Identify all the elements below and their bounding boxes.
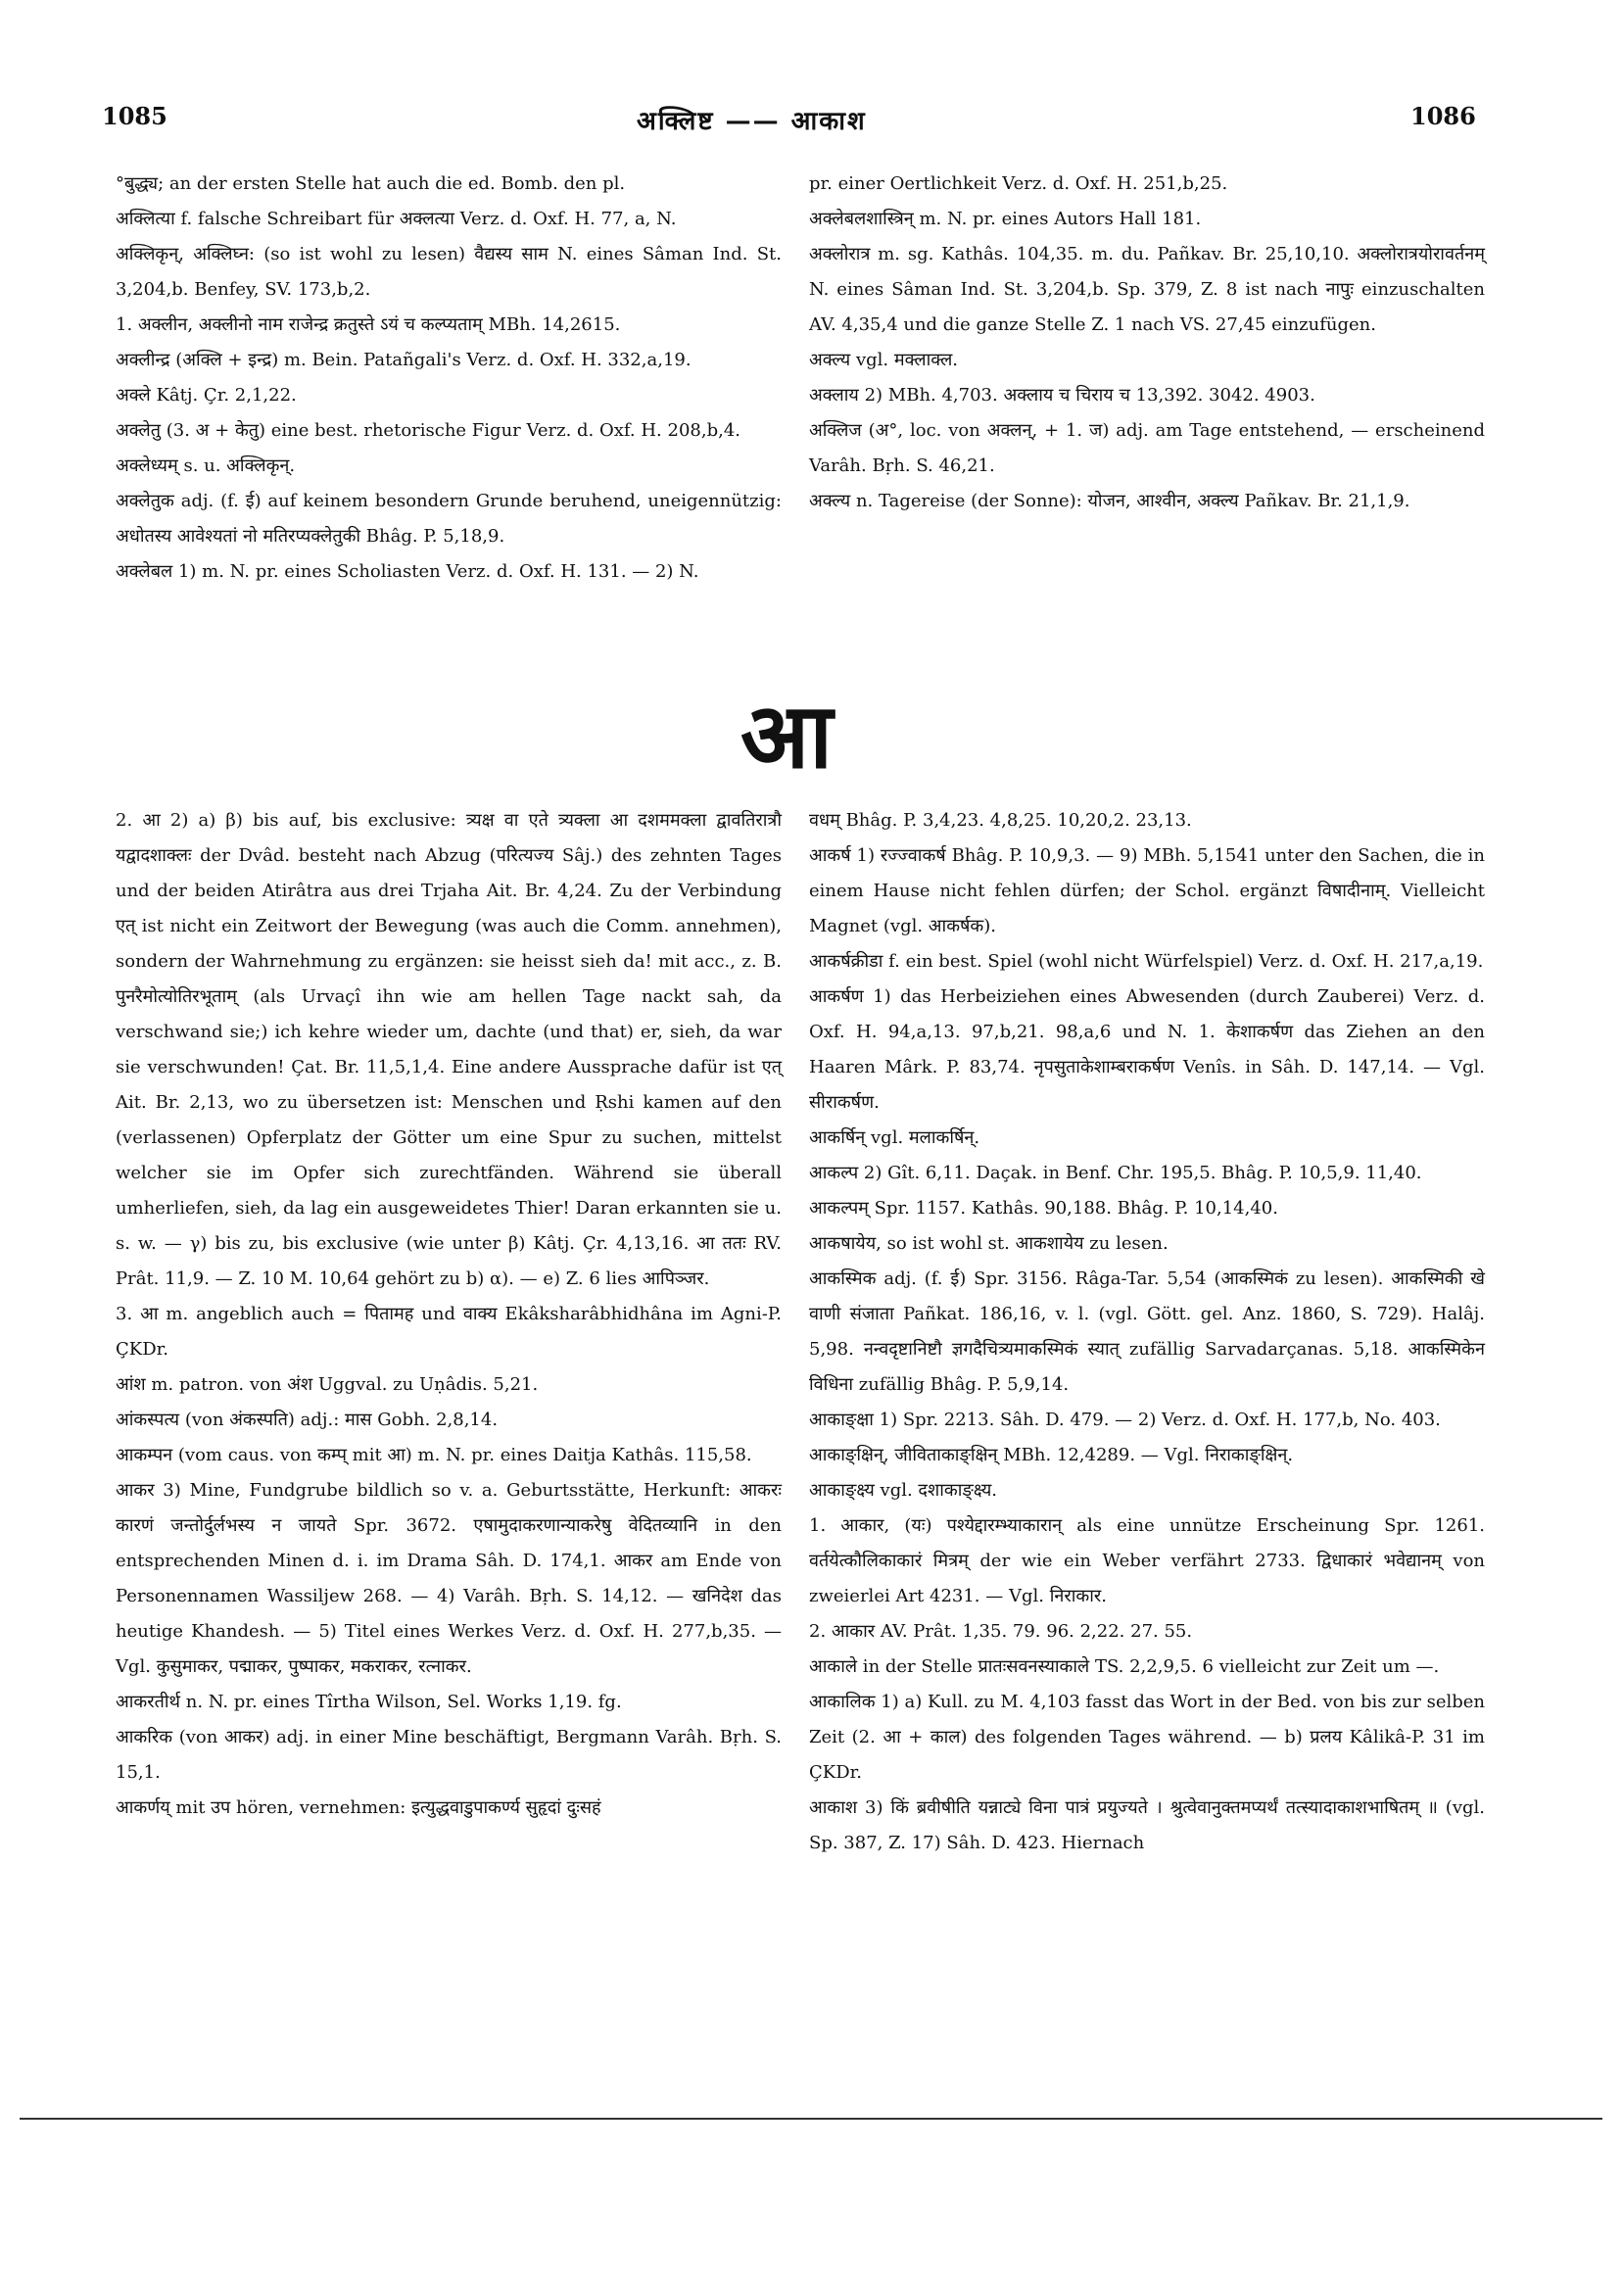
dictionary-entry: वधम् Bhâg. P. 3,4,23. 4,8,25. 10,20,2. 23,13. xyxy=(809,810,1192,831)
left-page-number: 1085 xyxy=(102,102,167,130)
dictionary-entry: 1. आकार, (यः) पश्येद्दारम्भ्याकारान् als eine unnütze Erscheinung Spr. 1261. वर्तयेत्कौलिकाकारं मित्रम् der wie ein Weber verfährt 2733. द्विधाकारं भवेद्यानम् von zweierlei Art 4231. — Vgl. निराकार. xyxy=(809,1515,1485,1606)
dictionary-entry: आकरतीर्थ n. N. pr. eines Tîrtha Wilson, Sel. Works 1,19. fg. xyxy=(116,1692,622,1712)
dictionary-entry: आकषायेय, so ist wohl st. आकशायेय zu lesen. xyxy=(809,1233,1169,1254)
running-head: अक्लिष्ट —— आकाश xyxy=(637,107,867,136)
dictionary-entry: आकर्ष 1) रज्ज्वाकर्ष Bhâg. P. 10,9,3. — 9) MBh. 5,1541 unter den Sachen, die in einem Hause nicht fehlen dürfen; der Schol. ergänzt विषादीनाम्. Vielleicht Magnet (vgl. आकर्षक). xyxy=(809,845,1485,936)
dictionary-entry: आकाङ्क्षिन्, जीविताकाङ्क्षिन् MBh. 12,4289. — Vgl. निराकाङ्क्षिन्. xyxy=(809,1445,1294,1465)
dictionary-entry: आकर्षक्रीडा f. ein best. Spiel (wohl nicht Würfelspiel) Verz. d. Oxf. H. 217,a,19. xyxy=(809,951,1484,972)
dictionary-entry: 2. आकार AV. Prât. 1,35. 79. 96. 2,22. 27. 55. xyxy=(809,1621,1193,1642)
dictionary-entry: अक्लिकृन्, अक्लिघ्न: (so ist wohl zu lesen) वैद्यस्य साम N. eines Sâman Ind. St. 3,204,b. Benfey, SV. 173,b,2. xyxy=(116,244,782,300)
dictionary-entry: 2. आ 2) a) β) bis auf, bis exclusive: त्र्यक्ष वा एते त्र्यक्ला आ दशममक्ला द्वावतिरात्रौ यद्वादशाक्लः der Dvâd. besteht nach Abzug (परित्यज्य Sâj.) des zehnten Tages und der beiden Atirâtra aus drei Trjaha Ait. Br. 4,24. Zu der Verbindung एत् ist nicht ein Zeitwort der Bewegung (was auch die Comm. annehmen), sondern der Wahrnehmung zu ergänzen: sie heisst sieh da! mit acc., z. B. पुनरैमोत्योतिरभूताम् (als Urvaçî ihn wie am hellen Tage nackt sah, da verschwand sie;) ich kehre wieder um, dachte (und that) er, sieh, da war sie verschwunden! Çat. Br. 11,5,1,4. Eine andere Aussprache dafür ist एत् Ait. Br. 2,13, wo zu übersetzen ist: Menschen und Ṛshi kamen auf den (verlassenen) Opferplatz der Götter um eine Spur zu suchen, mittelst welcher sie im Opfer sich zurechtfänden. Während sie überall umherliefen, sieh, da lag ein ausgeweidetes Thier! Daran erkannten sie u. s. w. — γ) bis zu, bis exclusive (wie unter β) Kâtj. Çr. 4,13,16. आ ततः RV. Prât. 11,9. — Z. 10 M. 10,64 gehört zu b) α). — e) Z. 6 lies आपिञ्जर. xyxy=(116,810,782,1289)
dictionary-entry: अक्लेध्यम् s. u. अक्लिकृन्. xyxy=(116,455,296,476)
dictionary-entry: आकल्पम् Spr. 1157. Kathâs. 90,188. Bhâg. P. 10,14,40. xyxy=(809,1198,1278,1219)
dictionary-entry: pr. einer Oertlichkeit Verz. d. Oxf. H. 251,b,25. xyxy=(809,173,1228,194)
right-page-number: 1086 xyxy=(1410,102,1476,130)
dictionary-entry: अक्लाय 2) MBh. 4,703. अक्लाय च चिराय च 13,392. 3042. 4903. xyxy=(809,385,1315,406)
dictionary-entry: अक्ल्य vgl. मक्लाक्ल. xyxy=(809,350,959,370)
dictionary-entry: अक्लेबलशास्त्रिन् m. N. pr. eines Autors Hall 181. xyxy=(809,209,1202,229)
dictionary-entry: °बुद्ध्य; an der ersten Stelle hat auch die ed. Bomb. den pl. xyxy=(116,173,626,194)
dictionary-entry: अक्लेतु (3. अ + केतु) eine best. rhetorische Figur Verz. d. Oxf. H. 208,b,4. xyxy=(116,420,740,441)
dictionary-entry: आकाङ्क्षा 1) Spr. 2213. Sâh. D. 479. — 2) Verz. d. Oxf. H. 177,b, No. 403. xyxy=(809,1410,1441,1430)
dictionary-entry: अक्ल्य n. Tagereise (der Sonne): योजन, आश्वीन, अक्ल्य Pañkav. Br. 21,1,9. xyxy=(809,491,1410,511)
bottom-right-column xyxy=(809,803,1485,1861)
dictionary-entry: अक्लोरात्र m. sg. Kathâs. 104,35. m. du. Pañkav. Br. 25,10,10. अक्लोरात्रयोरावर्तनम् N. eines Sâman Ind. St. 3,204,b. Sp. 379, Z. 8 ist nach नापुः einzuschalten AV. 4,35,4 und die ganze Stelle Z. 1 nach VS. 27,45 einzufügen. xyxy=(809,244,1485,335)
bottom-rule xyxy=(20,2118,1602,2120)
dictionary-entry: आकर्षिन् vgl. मलाकर्षिन्. xyxy=(809,1127,980,1148)
dictionary-entry: आंकस्पत्य (von अंकस्पति) adj.: मास Gobh. 2,8,14. xyxy=(116,1410,499,1430)
dictionary-entry: अक्लेतुक adj. (f. ई) auf keinem besondern Grunde beruhend, uneigennützig: अधोतस्य आवेश्यतां नो मतिरप्यक्लेतुकी Bhâg. P. 5,18,9. xyxy=(116,491,782,547)
dictionary-entry: अक्लीन्द्र (अक्लि + इन्द्र) m. Bein. Patañgali's Verz. d. Oxf. H. 332,a,19. xyxy=(116,350,692,370)
dictionary-entry: अक्लेबल 1) m. N. pr. eines Scholiasten Verz. d. Oxf. H. 131. — 2) N. xyxy=(116,561,699,582)
dictionary-entry: आकर्णय् mit उप hören, vernehmen: इत्युद्धवाडुपाकर्ण्य सुहृदां दुःसहं xyxy=(116,1797,601,1818)
dictionary-entry: आकम्पन (vom caus. von कम्प् mit आ) m. N. pr. eines Daitja Kathâs. 115,58. xyxy=(116,1445,752,1465)
top-left-column xyxy=(116,167,782,590)
bottom-left-column xyxy=(116,803,782,1826)
dictionary-entry: अक्लिज (अ°, loc. von अक्लन्, + 1. ज) adj. am Tage entstehend, — erscheinend Varâh. Bṛh. S. 46,21. xyxy=(809,420,1485,476)
dictionary-entry: आकाश 3) किं ब्रवीषीति यन्नाट्ये विना पात्रं प्रयुज्यते । श्रुत्वेवानुक्तमप्यर्थं तत्स्यादाकाशभाषितम् ॥ (vgl. Sp. 387, Z. 17) Sâh. D. 423. Hiernach xyxy=(809,1797,1485,1853)
dictionary-entry: आकस्मिक adj. (f. ई) Spr. 3156. Râga-Tar. 5,54 (आकस्मिकं zu lesen). आकस्मिकी खे वाणी संजाता Pañkat. 186,16, v. l. (vgl. Gött. gel. Anz. 1860, S. 729). Halâj. 5,98. नन्वदृष्टानिष्टौ ज्ञगदैचित्र्यमाकस्मिकं स्यात् zufällig Sarvadarçanas. 5,18. आकस्मिकेन विधिना zufällig Bhâg. P. 5,9,14. xyxy=(809,1268,1485,1395)
dictionary-entry: आकर 3) Mine, Fundgrube bildlich so v. a. Geburtsstätte, Herkunft: आकरः कारणं जन्तोर्दुर्लभस्य न जायते Spr. 3672. एषामुदाकरणान्याकरेषु वेदितव्यानि in den entsprechenden Minen d. i. im Drama Sâh. D. 174,1. आकर am Ende von Personennamen Wassiljew 268. — 4) Varâh. Bṛh. S. 14,12. — खनिदेश das heutige Khandesh. — 5) Titel eines Werkes Verz. d. Oxf. H. 277,b,35. — Vgl. कुसुमाकर, पद्माकर, पुष्पाकर, मकराकर, रत्नाकर. xyxy=(116,1480,782,1677)
dictionary-entry: 1. अक्लीन, अक्लीनो नाम राजेन्द्र क्रतुस्ते ऽयं च कल्प्यताम् MBh. 14,2615. xyxy=(116,314,621,335)
dictionary-entry: आकल्प 2) Gît. 6,11. Daçak. in Benf. Chr. 195,5. Bhâg. P. 10,5,9. 11,40. xyxy=(809,1163,1422,1183)
dictionary-entry: आकर्षण 1) das Herbeiziehen eines Abwesenden (durch Zauberei) Verz. d. Oxf. H. 94,a,13. 97,b,21. 98,a,6 und N. 1. केशाकर्षण das Ziehen an den Haaren Mârk. P. 83,74. नृपसुताकेशाम्बराकर्षण Venîs. in Sâh. D. 147,14. — Vgl. सीराकर्षण. xyxy=(809,986,1485,1113)
dictionary-entry: आकाले in der Stelle प्रातःसवनस्याकाले TS. 2,2,9,5. 6 vielleicht zur Zeit um —. xyxy=(809,1656,1440,1677)
top-right-column xyxy=(809,167,1485,519)
dictionary-entry: अक्लित्या f. falsche Schreibart für अक्लत्या Verz. d. Oxf. H. 77, a, N. xyxy=(116,209,677,229)
dictionary-entry: आकालिक 1) a) Kull. zu M. 4,103 fasst das Wort in der Bed. von bis zur selben Zeit (2. आ + काल) des folgenden Tages während. — b) प्रलय Kâlikâ-P. 31 im ÇKDr. xyxy=(809,1692,1485,1783)
dictionary-entry: आकरिक (von आकर) adj. in einer Mine beschäftigt, Bergmann Varâh. Bṛh. S. 15,1. xyxy=(116,1727,782,1783)
dictionary-entry: 3. आ m. angeblich auch = पितामह und वाक्य Ekâksharâbhidhâna im Agni-P. ÇKDr. xyxy=(116,1304,782,1360)
dictionary-entry: अक्ले Kâtj. Çr. 2,1,22. xyxy=(116,385,297,406)
section-letter: आ xyxy=(740,683,834,789)
dictionary-entry: आकाङ्क्ष्य vgl. दशाकाङ्क्ष्य. xyxy=(809,1480,997,1501)
dictionary-entry: आंश m. patron. von अंश Uggval. zu Uṇâdis. 5,21. xyxy=(116,1374,539,1395)
